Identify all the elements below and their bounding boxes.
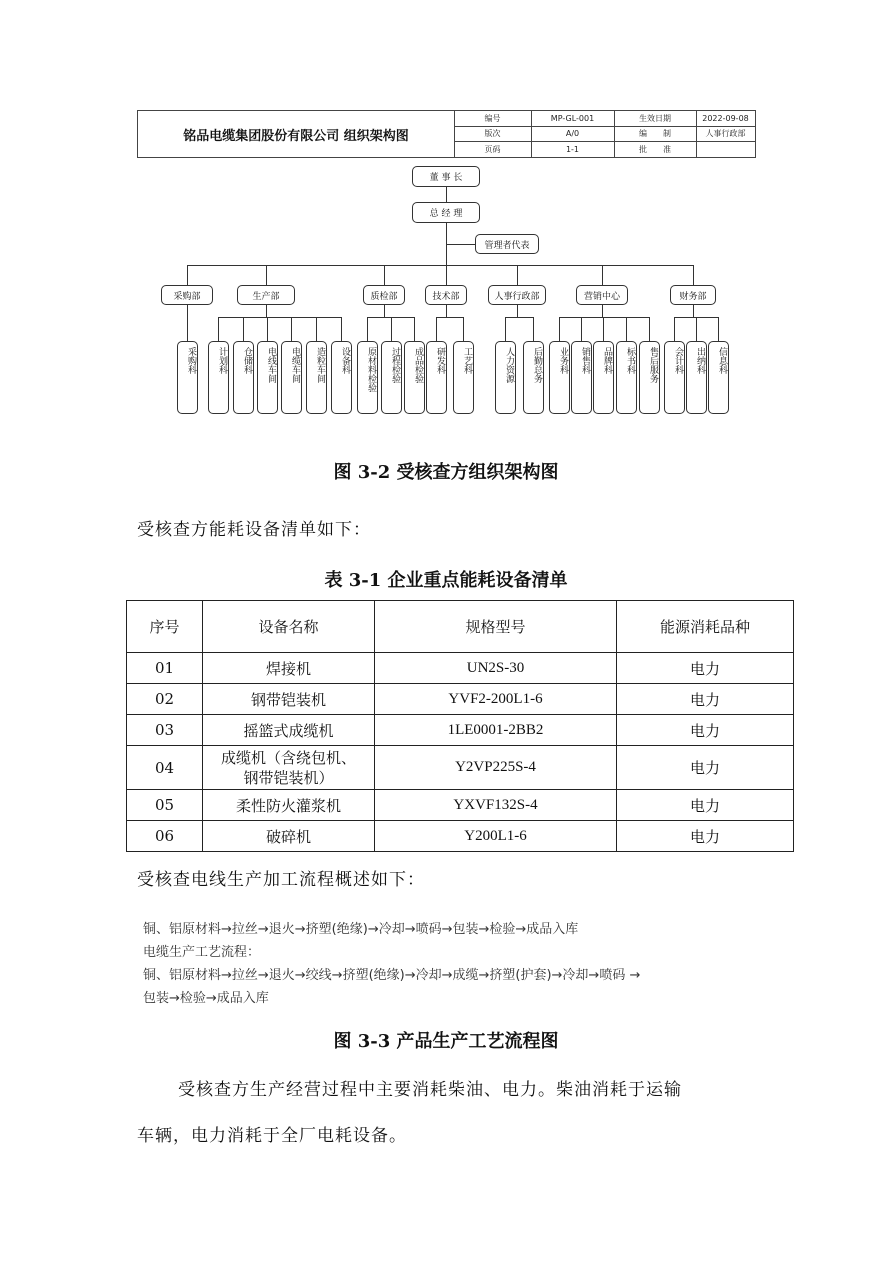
figure-3-2-caption: 图 3-2 受核查方组织架构图 — [333, 462, 559, 483]
org-connector — [384, 265, 385, 285]
org-connector — [187, 305, 188, 341]
cable-process-flow: 铜、铝原材料→拉丝→退火→绞线→挤塑(绝缘)→冷却→成缆→挤塑(护套)→冷却→喷码 → — [143, 968, 641, 983]
org-connector — [266, 265, 267, 285]
section-box: 售后服务 — [639, 341, 660, 414]
table-row — [127, 715, 794, 746]
document-title: 铭品电缆集团股份有限公司 组织架构图 — [138, 111, 455, 157]
table-cell: UN2S-30 — [375, 653, 617, 684]
table-row — [127, 821, 794, 852]
org-connector — [649, 317, 650, 341]
header-cell: A/0 — [565, 129, 580, 139]
table-cell: 06 — [127, 821, 203, 852]
section-box: 人力资源 — [495, 341, 516, 414]
consumption-paragraph-line2: 车辆，电力消耗于全厂电耗设备。 — [137, 1126, 407, 1146]
org-connector — [602, 265, 603, 285]
table-cell: 焊接机 — [203, 653, 375, 684]
department-box: 营销中心 — [576, 285, 628, 305]
equipment-table — [126, 600, 794, 852]
process-intro-paragraph: 受核查电线生产加工流程概述如下： — [137, 870, 425, 890]
header-divider — [696, 111, 697, 157]
table-header-cell: 规格型号 — [375, 601, 617, 653]
header-cell: 批 准 — [639, 144, 671, 154]
table-cell: 1LE0001-2BB2 — [375, 715, 617, 746]
org-connector — [517, 305, 518, 317]
table-cell: 电力 — [617, 790, 794, 821]
org-connector — [718, 317, 719, 341]
table-cell: 破碎机 — [203, 821, 375, 852]
table-3-1-caption: 表 3-1 企业重点能耗设备清单 — [324, 570, 568, 591]
table-row — [127, 684, 794, 715]
header-cell: 1-1 — [565, 144, 580, 154]
section-box: 电缆车间 — [281, 341, 302, 414]
org-connector — [559, 317, 560, 341]
department-box: 技术部 — [425, 285, 467, 305]
section-box: 研发科 — [426, 341, 447, 414]
table-cell: 钢带铠装机 — [203, 684, 375, 715]
org-connector — [674, 317, 675, 341]
org-connector — [436, 317, 437, 341]
org-connector — [267, 317, 268, 341]
table-header-cell: 能源消耗品种 — [617, 601, 794, 653]
department-box: 质检部 — [363, 285, 405, 305]
section-box: 过程检验 — [381, 341, 402, 414]
section-box: 后勤总务 — [523, 341, 544, 414]
org-connector — [291, 317, 292, 341]
org-connector — [391, 317, 392, 341]
table-row — [127, 653, 794, 684]
section-box: 原材料检验 — [357, 341, 378, 414]
org-connector — [266, 305, 267, 317]
org-connector — [446, 244, 475, 245]
department-box: 财务部 — [670, 285, 716, 305]
table-cell: 电力 — [617, 746, 794, 790]
department-box: 生产部 — [237, 285, 295, 305]
table-cell: 电力 — [617, 715, 794, 746]
section-box: 成品检验 — [404, 341, 425, 414]
org-connector — [693, 265, 694, 285]
table-cell: 柔性防火灌浆机 — [203, 790, 375, 821]
section-box: 业务科 — [549, 341, 570, 414]
org-connector — [581, 317, 582, 341]
table-cell: Y200L1-6 — [375, 821, 617, 852]
intro-paragraph: 受核查方能耗设备清单如下： — [137, 520, 371, 540]
org-connector — [446, 305, 447, 317]
header-divider — [531, 111, 532, 157]
table-cell: YXVF132S-4 — [375, 790, 617, 821]
header-cell — [696, 142, 755, 157]
table-cell: 成缆机（含绕包机、钢带铠装机） — [203, 746, 375, 790]
wire-process-flow: 铜、铝原材料→拉丝→退火→挤塑(绝缘)→冷却→喷码→包装→检验→成品入库 — [143, 922, 579, 937]
header-cell: 2022-09-08 — [702, 114, 749, 123]
org-connector — [341, 317, 342, 341]
org-connector — [505, 317, 533, 318]
header-cell: 版次 — [484, 129, 501, 139]
section-box: 品牌科 — [593, 341, 614, 414]
org-connector — [218, 317, 219, 341]
table-cell: 02 — [127, 684, 203, 715]
table-cell: YVF2-200L1-6 — [375, 684, 617, 715]
header-divider — [454, 141, 755, 142]
header-cell: 人事行政部 — [705, 129, 746, 139]
table-cell: 电力 — [617, 684, 794, 715]
table-cell: 03 — [127, 715, 203, 746]
org-connector — [384, 305, 385, 317]
org-connector — [187, 265, 694, 266]
section-box: 信息科 — [708, 341, 729, 414]
org-connector — [603, 317, 604, 341]
org-connector — [517, 265, 518, 285]
table-cell: 电力 — [617, 821, 794, 852]
org-connector — [463, 317, 464, 341]
section-box: 仓储科 — [233, 341, 254, 414]
org-connector — [602, 305, 603, 317]
table-header-cell: 设备名称 — [203, 601, 375, 653]
chairman-box: 董 事 长 — [412, 166, 480, 187]
org-connector — [243, 317, 244, 341]
org-connector — [693, 305, 694, 317]
org-connector — [446, 265, 447, 285]
org-connector — [367, 317, 368, 341]
section-box: 销售科 — [571, 341, 592, 414]
figure-3-3-caption: 图 3-3 产品生产工艺流程图 — [333, 1031, 559, 1052]
section-box: 计划科 — [208, 341, 229, 414]
org-connector — [696, 317, 697, 341]
header-cell: MP-GL-001 — [550, 114, 595, 123]
table-header-cell: 序号 — [127, 601, 203, 653]
header-cell: 生效日期 — [639, 114, 671, 123]
department-box: 采购部 — [161, 285, 213, 305]
org-connector — [626, 317, 627, 341]
org-connector — [533, 317, 534, 341]
org-connector — [414, 317, 415, 341]
table-header-row — [127, 601, 794, 653]
section-box: 工艺科 — [453, 341, 474, 414]
section-box: 电线车间 — [257, 341, 278, 414]
management-rep-box: 管理者代表 — [475, 234, 539, 254]
department-box: 人事行政部 — [488, 285, 546, 305]
table-row — [127, 746, 794, 790]
header-divider — [614, 111, 615, 157]
header-cell: 编号 — [484, 114, 501, 123]
section-box: 造粒车间 — [306, 341, 327, 414]
org-connector — [187, 265, 188, 285]
table-cell: 电力 — [617, 653, 794, 684]
header-cell: 页码 — [484, 144, 501, 154]
section-box: 标书科 — [616, 341, 637, 414]
general-manager-box: 总 经 理 — [412, 202, 480, 223]
table-cell: 01 — [127, 653, 203, 684]
section-box: 设备科 — [331, 341, 352, 414]
header-divider — [454, 126, 755, 127]
table-row — [127, 790, 794, 821]
consumption-paragraph-line1: 受核查方生产经营过程中主要消耗柴油、电力。柴油消耗于运输 — [178, 1080, 682, 1100]
cable-process-flow-cont: 包装→检验→成品入库 — [143, 991, 269, 1006]
cable-process-heading: 电缆生产工艺流程： — [143, 945, 261, 960]
table-cell: 摇篮式成缆机 — [203, 715, 375, 746]
section-box: 出纳科 — [686, 341, 707, 414]
org-connector — [436, 317, 463, 318]
table-cell: 04 — [127, 746, 203, 790]
section-box: 采购科 — [177, 341, 198, 414]
org-connector — [218, 317, 341, 318]
table-cell: 05 — [127, 790, 203, 821]
org-connector — [446, 187, 447, 202]
document-header — [137, 110, 756, 158]
org-connector — [505, 317, 506, 341]
table-cell: Y2VP225S-4 — [375, 746, 617, 790]
org-connector — [316, 317, 317, 341]
section-box: 会计科 — [664, 341, 685, 414]
header-cell: 编 制 — [639, 129, 671, 139]
